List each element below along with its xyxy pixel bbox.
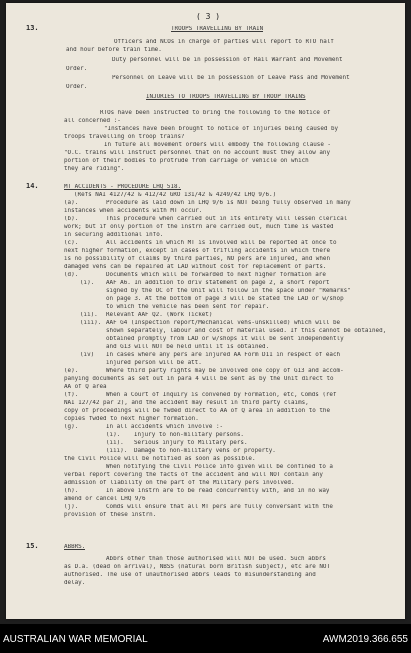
text-line: All accidents in which MT is involved will be reported at once to	[106, 240, 337, 246]
footer-accession-number: AWM2019.366.655	[322, 634, 408, 645]
text-line: admission of liability on the part of the Military pers involved.	[64, 480, 295, 486]
text-line: authorised. The use of unauthorised abbrs leads to misunderstanding and	[64, 572, 316, 578]
text-line: Comds will ensure that all MT pers are fully conversant with the	[106, 504, 333, 510]
text-line: This procedure when carried out in its entirety will lessen clerical	[106, 216, 348, 222]
text-line: they are riding".	[64, 166, 125, 172]
text-line: the Civil Police will be notified as soon as possible.	[64, 456, 256, 462]
text-line: (iii).	[106, 448, 128, 454]
text-line: When a Court of Inquiry is convened by Formation, etc, Comds (ref	[106, 392, 337, 398]
text-line: 15.	[26, 543, 39, 550]
text-line: AAF G4 (Inspection report/Mechanical vehs-unskilled) which will be	[106, 320, 341, 326]
text-line: AA of Q area	[64, 384, 107, 390]
text-line: Personnel on Leave will be in possession of Leave Pass and Movement	[112, 75, 350, 81]
text-line: all concerned :-	[64, 118, 121, 124]
text-line: "O.C. trains will instruct personnel that on no account must they allow any	[64, 150, 330, 156]
text-line: (h).	[64, 488, 79, 494]
text-line: is no possibility of claims by third parties, NO pers are injured, and when	[64, 256, 330, 262]
text-line: troops travelling on troop trains?	[64, 134, 185, 140]
text-line: delay.	[64, 580, 86, 586]
text-line: in securing additional info.	[64, 232, 164, 238]
text-line: AAF A6. In addition to driv statement on page 2, a short report	[106, 280, 330, 286]
text-line: INJURIES TO TROOPS TRAVELLING BY TROOP TRAINS	[146, 94, 306, 100]
text-line: In above instrn are to be read concurrently with, and in no way	[106, 488, 330, 494]
text-line: ABBRS.	[64, 544, 86, 550]
text-line: (Refs NAI 4127/42 & 412/42 GRO 131/42 & 4249/42 LHQ 9/6.)	[74, 192, 277, 198]
text-line: NAI 127/42 par 2), and the accident may result in third party claims,	[64, 400, 309, 406]
text-line: Injury to non-military persons.	[134, 432, 244, 438]
text-line: (b).	[64, 216, 79, 222]
text-line: instances when accidents with MT occur.	[64, 208, 203, 214]
text-line: MT ACCIDENTS - PROCEDURE LHQ 518.	[64, 184, 182, 190]
text-line: When notifying the Civil Police info given will be confined to a	[106, 464, 333, 470]
text-line: (i).	[106, 432, 121, 438]
text-line: Documents which will be forwarded to next higher formation are	[106, 272, 326, 278]
text-line: Officers and NCOs in charge of parties will report to RTO half	[114, 39, 334, 45]
text-line: (i).	[80, 280, 95, 286]
text-line: work; but if only portion of the instrn are carried out, much time is wasted	[64, 224, 334, 230]
text-line: Abbrs other than those authorised will NOT be used. Such abbrs	[106, 556, 326, 562]
text-line: TROOPS TRAVELLING BY TRAIN	[171, 26, 264, 32]
text-line: on page 3. At the bottom of page 3 will be stated the LAD or w/shop	[106, 296, 344, 302]
text-line: Relevant AAF Q2. (Work Ticket)	[106, 312, 213, 318]
text-line: (d).	[64, 272, 79, 278]
text-line: (g).	[64, 424, 79, 430]
text-line: (ii).	[80, 312, 98, 318]
text-line: 13.	[26, 25, 39, 32]
text-line: In all accidents which involve :-	[106, 424, 224, 430]
text-line: next higher formation, except in cases of trifling accidents in which there	[64, 248, 330, 254]
text-line: Serious injury to Military pers.	[134, 440, 248, 446]
text-line: provision of these instrn.	[64, 512, 157, 518]
text-line: (j).	[64, 504, 79, 510]
text-line: RTOs have been instructed to bring the following to the Notice of	[100, 110, 331, 116]
text-line: In future all movement orders will embody the following clause -	[104, 142, 331, 148]
text-line: copies fwded to next higher formation.	[64, 416, 199, 422]
text-line: to which the vehicle has been sent for repair.	[106, 304, 270, 310]
text-line: Where third party rights may be involved one copy of G13 and accom-	[106, 368, 344, 374]
text-line: panying documents as set out in para 4 will be sent as by the Unit direct to	[64, 376, 334, 382]
text-line: (iii).	[80, 320, 102, 326]
document-page	[6, 3, 405, 619]
text-line: (f).	[64, 392, 79, 398]
text-line: copy of proceedings will be fwded direct to AA of Q area in addition to the	[64, 408, 330, 414]
text-line: 14.	[26, 183, 39, 190]
text-line: (c).	[64, 240, 79, 246]
text-line: obtained promptly from LAD or w/shops it will be sent independently	[106, 336, 344, 342]
text-line: signed by the OC of the Unit will follow in the space under "Remarks"	[106, 288, 351, 294]
text-line: amend or cancel LHQ 9/6	[64, 496, 146, 502]
text-line: "Instances have been brought to notice of injuries being caused by	[104, 126, 339, 132]
text-line: In cases where any pers are injured AA Form D11 in respect of each	[106, 352, 341, 358]
text-line: Damage to non-military vehs or property.	[134, 448, 276, 454]
text-line: (iv)	[80, 352, 95, 358]
text-line: Order.	[66, 66, 88, 72]
text-line: portion of their bodies to protrude from carriage or vehicle on which	[64, 158, 309, 164]
text-line: shown separately, labour and cost of material used. If this cannot be obtained,	[106, 328, 387, 334]
text-line: injured person will be att.	[106, 360, 202, 366]
text-line: Procedure as laid down in LHQ 9/6 is NOT being fully observed in many	[106, 200, 351, 206]
text-line: Duty personnel will be in possession of Rail Warrant and Movement	[112, 57, 343, 63]
text-line: (ii).	[106, 440, 124, 446]
text-line: as D.a. (dead on arrival), NBSS (natural born British subject), etc are NOT	[64, 564, 330, 570]
text-line: (a).	[64, 200, 79, 206]
text-line: Order.	[66, 84, 88, 90]
text-line: and hour before train time.	[66, 47, 162, 53]
archive-footer	[0, 624, 411, 653]
footer-institution: AUSTRALIAN WAR MEMORIAL	[3, 634, 148, 645]
page-number: ( 3 )	[196, 13, 221, 20]
text-line: and G13 will NOT be held until it is obtained.	[106, 344, 270, 350]
text-line: damaged vehs can be repaired at LAD without cost for replacement of parts.	[64, 264, 327, 270]
text-line: (e).	[64, 368, 79, 374]
text-line: verbal report covering the facts of the accident and will NOT contain any	[64, 472, 323, 478]
